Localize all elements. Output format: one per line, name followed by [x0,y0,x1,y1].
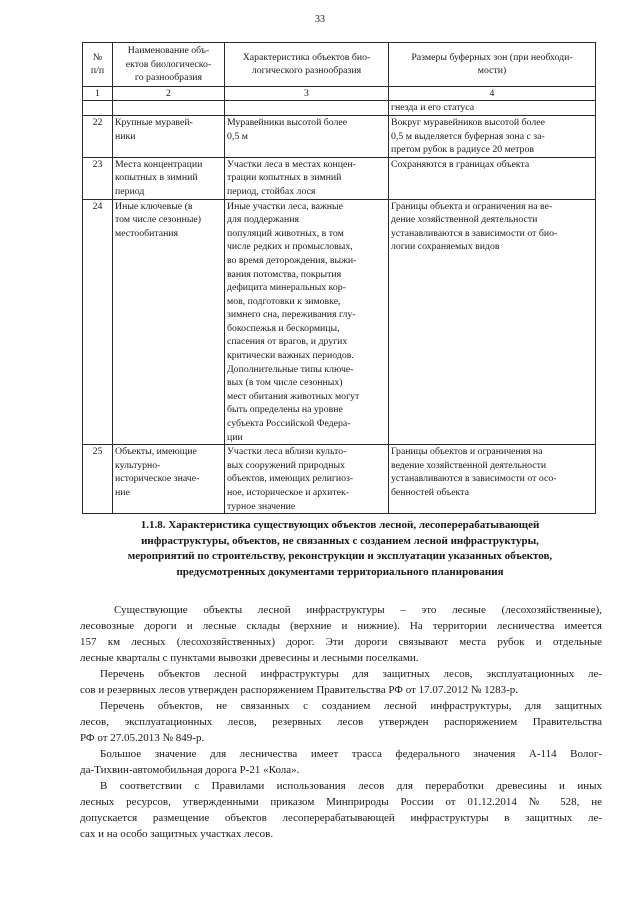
table-row [83,101,596,116]
cell-line: Участки леса в местах концен- [227,158,356,170]
text-line: Существующие объекты лесной инфраструктуры – это лесные (лесохозяйственные), [114,604,602,616]
cell-buffer-zone [389,199,596,445]
cell-line: Границы объектов и ограничения на [391,446,543,458]
cell-line: мест обитания животных могут [227,390,360,402]
cell-line: 0,5 м выделяется буферная зона с за- [391,130,545,142]
cell-number [83,101,113,116]
cell-line: критически важных периодов. [227,350,354,362]
cell-line: трации копытных в зимний [227,172,342,184]
cell-line: ведение хозяйственной деятельности [391,459,547,471]
column-number: 2 [113,86,225,101]
cell-line: ное, историческое и архитек- [227,487,349,498]
cell-line: Участки леса вблизи культо- [227,446,347,458]
cell-object-name [113,101,225,116]
cell-line: спасения от врагов, и других [227,336,348,348]
cell-line: мов, подготовки к зимовке, [227,295,341,307]
section-heading [70,518,610,580]
cell-line: бенностей объекта [391,487,469,498]
cell-line: быть определены на уровне [227,404,343,416]
cell-line: претом рубок в радиусе 20 метров [391,144,534,156]
header-characteristic [225,43,389,87]
cell-characteristic [225,101,389,116]
cell-line: устанавливаются в зависимости от био- [391,227,558,239]
paragraph [80,746,602,778]
cell-line: для поддержания [227,214,300,226]
text-line: лесных ресурсов, утвержденными приказом Минприроды России от 01.12.2014 № 528, не [80,796,602,808]
cell-characteristic [225,445,389,514]
text-line: сах и на особо защитных участках лесов. [80,828,274,840]
cell-line: копытных в зимний [115,172,198,184]
cell-buffer-zone [389,157,596,199]
header-line: № [92,51,103,63]
cell-line: ники [115,130,136,142]
cell-line: историческое значе- [115,473,200,485]
text-line: допускается размещение объектов лесоперерабатывающей инфраструктуры в защитных ле- [80,812,602,824]
cell-number: 24 [83,199,113,445]
cell-line: Объекты, имеющие [115,446,197,458]
header-line: п/п [90,65,105,77]
cell-object-name [113,445,225,514]
text-line: Перечень объектов лесной инфраструктуры для защитных лесов, эксплуатационных ле- [100,668,602,680]
table-row [83,199,596,445]
text-line: В соответствии с Правилами использования лесов для переработки древесины и иных [100,780,602,792]
cell-line: зимнего сна, переживания глу- [227,309,356,321]
cell-line: дение хозяйственной деятельности [391,214,538,226]
heading-line: предусмотренных документами территориального планирования [176,565,504,578]
column-number: 1 [83,86,113,101]
cell-number: 25 [83,445,113,514]
text-line: лесов, эксплуатационных лесов, резервных лесов утвержден распоряжением Правительства [80,716,602,728]
paragraph [80,778,602,842]
table-header-row [83,43,596,87]
paragraph [80,698,602,746]
heading-line: мероприятий по строительству, реконструкции и эксплуатации указанных объектов, [127,550,553,562]
cell-line: 0,5 м [227,130,248,142]
header-buffer-zone [389,43,596,87]
header-line: мости) [477,65,507,77]
header-line: логического разнообразия [251,65,362,77]
header-line: ектов биологическо- [125,58,212,70]
cell-line: культурно- [115,459,161,471]
heading-line: инфраструктуры, объектов, не связанных с созданием лесной инфраструктуры, [141,534,539,547]
cell-line: вых сооружений природных [227,459,346,471]
cell-object-name [113,115,225,157]
cell-line: Сохраняются в границах объекта [391,158,530,170]
header-line: го разнообразия [134,72,203,84]
cell-number: 22 [83,115,113,157]
cell-buffer-zone [389,101,596,116]
biodiversity-table [82,42,596,514]
text-line: Большое значение для лесничества имеет трасса федерального значения А-114 Волог- [100,748,602,760]
cell-line: том числе сезонные) [115,214,202,226]
header-line: Размеры буферных зон (при необходи- [411,51,573,63]
cell-line: Границы объекта и ограничения на ве- [391,200,553,212]
cell-object-name [113,199,225,445]
cell-line: популяций животных, в том [227,227,344,239]
paragraph [80,666,602,698]
cell-line: во время деторождения, выжи- [227,254,357,266]
header-line: Характеристика объектов био- [242,51,371,63]
header-number [83,43,113,87]
text-line: лесные кварталы с пунктами вывозки древесины и лесными поселками. [80,652,419,664]
cell-line: турное значение [227,500,296,512]
cell-line: Иные ключевые (в [115,200,193,212]
cell-characteristic [225,157,389,199]
cell-line: ции [227,431,243,443]
cell-line: период [115,185,145,197]
text-line: да-Тихвин-автомобильная дорога Р-21 «Кола». [80,764,300,776]
cell-line: Крупные муравей- [115,116,193,128]
paragraph [80,602,602,666]
text-line: Перечень объектов, не связанных с созданием лесной инфраструктуры, для защитных [100,700,602,712]
cell-line: дефицита минеральных кор- [227,282,346,294]
header-line: Наименование объ- [127,45,210,56]
cell-line: гнезда и его статуса [391,102,475,114]
header-name [113,43,225,87]
cell-line: Муравейники высотой более [227,116,348,128]
cell-line: период, стойбах лося [227,185,316,197]
cell-line: местообитания [115,227,179,239]
cell-buffer-zone [389,445,596,514]
cell-line: вания потомства, покрытия [227,268,342,280]
cell-line: субъекта Российской Федера- [227,418,351,430]
table-row [83,115,596,157]
cell-line: Иные участки леса, важные [227,200,343,212]
text-line: сов и резервных лесов утвержден распоряжением Правительства РФ от 17.07.2012 № 1283-р. [80,684,519,696]
cell-line: Места концентрации [115,158,203,170]
page-number: 33 [315,14,325,25]
column-number: 3 [225,86,389,101]
heading-line: 1.1.8. Характеристика существующих объектов лесной, лесоперерабатывающей [140,519,540,531]
cell-number: 23 [83,157,113,199]
cell-characteristic [225,199,389,445]
cell-line: ние [115,487,130,498]
cell-buffer-zone [389,115,596,157]
section-body [80,602,602,842]
text-line: 157 км лесных (лесохозяйственных) дорог. Эти дороги связывают места рубок и отдельные [80,636,602,648]
cell-object-name [113,157,225,199]
text-line: РФ от 27.05.2013 № 849-р. [80,732,205,744]
cell-line: Дополнительные типы ключе- [227,363,354,375]
cell-line: Вокруг муравейников высотой более [391,116,545,128]
cell-characteristic [225,115,389,157]
cell-line: бокоспежья и бескормицы, [227,322,340,334]
table-row [83,157,596,199]
cell-line: числе редких и промысловых, [227,241,353,253]
column-number: 4 [389,86,596,101]
column-number-row [83,86,596,101]
table-row [83,445,596,514]
cell-line: вых (в том числе сезонных) [227,377,343,389]
cell-line: логии сохраняемых видов [391,241,500,253]
text-line: лесовозные дороги и лесные склады (верхние и нижние). На территории лесничества имеется [80,620,602,632]
cell-line: устанавливаются в зависимости от осо- [391,473,557,485]
cell-line: объектов, имеющих религиоз- [227,473,354,485]
